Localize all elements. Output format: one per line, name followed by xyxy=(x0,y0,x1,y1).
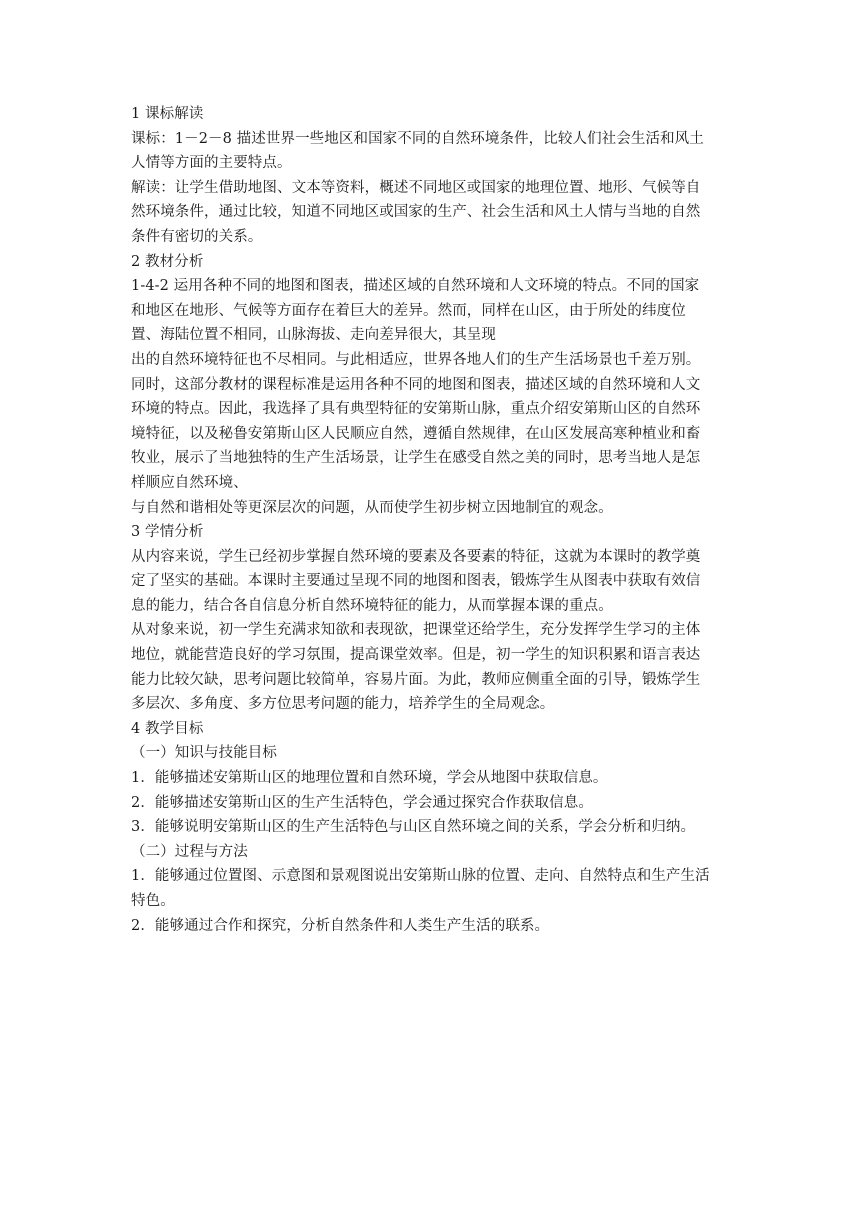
standard-line: 课标：1－2－8 描述世界一些地区和国家不同的自然环境条件，比较人们社会生活和风土 xyxy=(131,130,704,147)
process-item: 2．能够通过合作和探究，分析自然条件和人类生产生活的联系。 xyxy=(131,917,550,934)
interpretation-line: 条件有密切的关系。 xyxy=(131,228,263,245)
interpretation-line: 然环境条件，通过比较，知道不同地区或国家的生产、社会生活和风土人情与当地的自然 xyxy=(131,204,701,221)
interpretation-line: 解读：让学生借助地图、文本等资料，概述不同地区或国家的地理位置、地形、气候等自 xyxy=(131,179,701,196)
learner-object-line: 多层次、多角度、多方位思考问题的能力，培养学生的全局观念。 xyxy=(131,696,555,713)
learner-object-line: 从对象来说，初一学生充满求知欲和表现欲，把课堂还给学生，充分发挥学生学习的主体 xyxy=(131,622,701,639)
section-heading-curriculum: 1 课标解读 xyxy=(131,106,204,122)
textbook-line: 境特征，以及秘鲁安第斯山区人民顺应自然，遵循自然规律，在山区发展高寒种植业和畜 xyxy=(131,425,701,442)
standard-line: 人情等方面的主要特点。 xyxy=(131,155,292,172)
section-heading-objectives: 4 教学目标 xyxy=(131,720,204,737)
section-heading-learners: 3 学情分析 xyxy=(131,524,204,541)
learner-object-line: 地位，就能营造良好的学习氛围，提高课堂效率。但是，初一学生的知识积累和语言表达 xyxy=(131,647,701,664)
textbook-line: 同时，这部分教材的课程标准是运用各种不同的地图和图表，描述区域的自然环境和人文 xyxy=(131,376,701,393)
textbook-line: 样顺应自然环境、 xyxy=(131,474,248,491)
learner-content-line: 息的能力，结合各自信息分析自然环境特征的能力，从而掌握本课的重点。 xyxy=(131,597,613,614)
textbook-line: 环境的特点。因此，我选择了具有典型特征的安第斯山脉，重点介绍安第斯山区的自然环 xyxy=(131,401,701,418)
document-body xyxy=(131,102,731,938)
section-heading-textbook: 2 教材分析 xyxy=(131,253,204,270)
textbook-line: 置、海陆位置不相同，山脉海拔、走向差异很大，其呈现 xyxy=(131,327,496,344)
textbook-line: 出的自然环境特征也不尽相同。与此相适应，世界各地人们的生产生活场景也千差万别。 xyxy=(131,351,701,368)
objective-item: 1．能够描述安第斯山区的地理位置和自然环境，学会从地图中获取信息。 xyxy=(131,770,608,787)
textbook-line: 牧业，展示了当地独特的生产生活场景，让学生在感受自然之美的同时，思考当地人是怎 xyxy=(131,450,701,467)
objective-item: 3．能够说明安第斯山区的生产生活特色与山区自然环境之间的关系，学会分析和归纳。 xyxy=(131,819,696,836)
textbook-line: 与自然和谐相处等更深层次的问题，从而使学生初步树立因地制宜的观念。 xyxy=(131,499,613,516)
learner-content-line: 从内容来说，学生已经初步掌握自然环境的要素及各要素的特征，这就为本课时的教学奠 xyxy=(131,548,701,565)
subheading-process-method: （二）过程与方法 xyxy=(131,843,248,860)
objective-item: 2．能够描述安第斯山区的生产生活特色，学会通过探究合作获取信息。 xyxy=(131,794,593,811)
textbook-line: 1-4-2 运用各种不同的地图和图表，描述区域的自然环境和人文环境的特点。不同的国家 xyxy=(131,278,700,295)
process-item: 特色。 xyxy=(131,893,175,909)
learner-object-line: 能力比较欠缺，思考问题比较简单，容易片面。为此，教师应侧重全面的引导，锻炼学生 xyxy=(131,671,701,688)
textbook-line: 和地区在地形、气候等方面存在着巨大的差异。然而，同样在山区，由于所处的纬度位 xyxy=(131,302,686,319)
process-item: 1．能够通过位置图、示意图和景观图说出安第斯山脉的位置、走向、自然特点和生产生活 xyxy=(131,868,710,885)
subheading-knowledge-skills: （一）知识与技能目标 xyxy=(131,745,277,762)
learner-content-line: 定了坚实的基础。本课时主要通过呈现不同的地图和图表，锻炼学生从图表中获取有效信 xyxy=(131,573,701,590)
